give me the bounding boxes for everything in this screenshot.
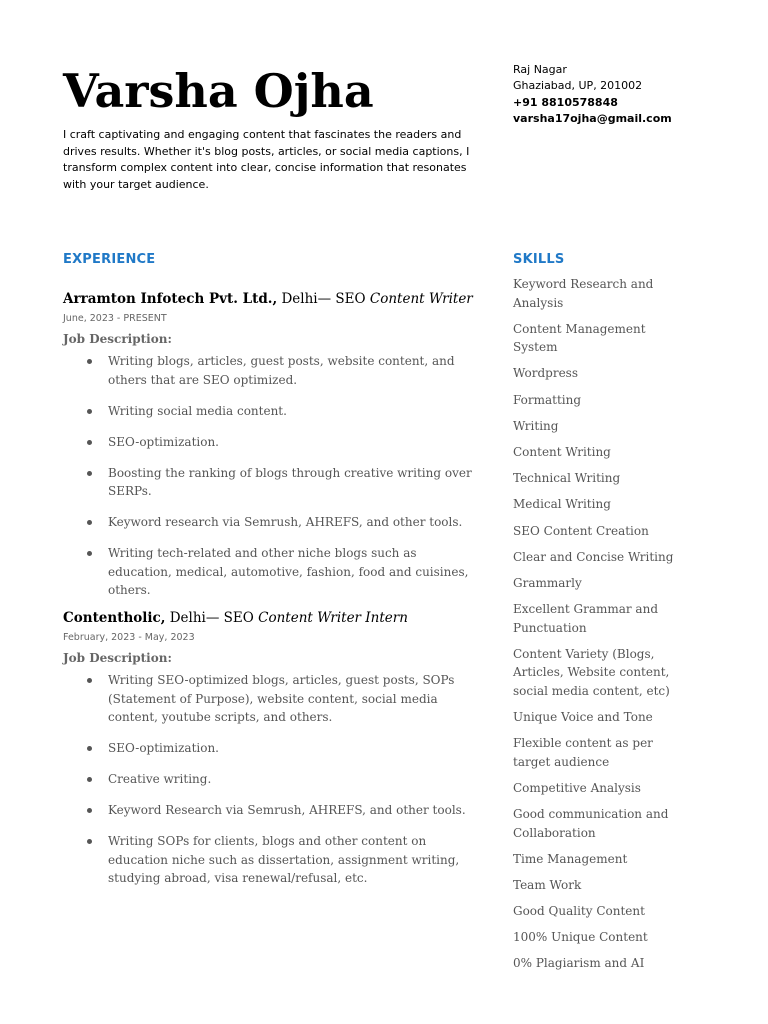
job-bullet: Writing social media content. — [63, 402, 478, 421]
skill-item: Excellent Grammar and Punctuation — [513, 602, 658, 635]
skill-item: 100% Unique Content — [513, 930, 648, 945]
job-role: Content Writer — [369, 291, 473, 307]
skill-item: Wordpress — [513, 366, 578, 381]
bullet-dot-icon — [87, 839, 92, 844]
job-title-line — [63, 289, 478, 309]
skill-item: Formatting — [513, 392, 582, 407]
job-bullet: Writing SEO-optimized blogs, articles, guest posts, SOPs (Statement of Purpose), website content, social media content, youtube scripts, and others. — [63, 671, 478, 727]
job-bullet: Writing tech-related and other niche blogs such as education, medical, automotive, fashion, food and cuisines, others. — [63, 544, 478, 600]
job-role: Content Writer Intern — [258, 610, 408, 626]
candidate-name: Varsha Ojha — [63, 64, 374, 118]
bullet-dot-icon — [87, 551, 92, 556]
skill-item: SEO Content Creation — [513, 523, 649, 538]
skill-item: Content Variety (Blogs, Articles, Website content, social media content, etc) — [513, 646, 670, 698]
job-bullet: Creative writing. — [63, 770, 478, 789]
job-entry — [63, 289, 478, 612]
skill-item: Medical Writing — [513, 497, 611, 512]
summary-text: I craft captivating and engaging content that fascinates the readers and drives results. Whether it's blog posts, articles, or social media captions, I transform complex content into clear, concise information that resonates with your target audience. — [63, 128, 470, 191]
bullet-dot-icon — [87, 440, 92, 445]
skill-item: Good Quality Content — [513, 904, 645, 919]
skill-item: Good communication and Collaboration — [513, 807, 669, 840]
email-address: varsha17ojha@gmail.com — [513, 112, 672, 126]
skill-item: Writing — [513, 418, 559, 433]
bullet-dot-icon — [87, 409, 92, 414]
phone-number: +91 8810578848 — [513, 95, 618, 109]
skills-list — [513, 275, 693, 981]
skill-item: Time Management — [513, 851, 628, 866]
job-bullet: Writing SOPs for clients, blogs and other content on education niche such as dissertation, assignment writing, studying abroad, visa renewal/refusal, etc. — [63, 832, 478, 888]
address-line-1: Raj Nagar — [513, 63, 567, 76]
skill-item: Unique Voice and Tone — [513, 709, 653, 724]
job-bullet: SEO-optimization. — [63, 739, 478, 758]
job-description-label: Job Description: — [63, 332, 172, 346]
bullet-dot-icon — [87, 777, 92, 782]
skill-item: Grammarly — [513, 575, 582, 590]
job-entry — [63, 608, 478, 900]
skill-item: Content Writing — [513, 444, 611, 459]
bullet-dot-icon — [87, 359, 92, 364]
job-bullet: Keyword Research via Semrush, AHREFS, and other tools. — [63, 801, 478, 820]
bullet-dot-icon — [87, 520, 92, 525]
job-dates: February, 2023 - May, 2023 — [63, 632, 195, 643]
job-title-line — [63, 608, 478, 628]
skill-item: Flexible content as per target audience — [513, 736, 653, 769]
bullet-dot-icon — [87, 746, 92, 751]
job-location: Delhi— SEO — [165, 610, 259, 626]
job-description-label: Job Description: — [63, 651, 172, 665]
company-name: Contentholic, — [63, 610, 166, 626]
company-name: Arramton Infotech Pvt. Ltd., — [63, 291, 278, 307]
skill-item: Keyword Research and Analysis — [513, 277, 654, 310]
address-line-2: Ghaziabad, UP, 201002 — [513, 79, 643, 93]
skill-item: Team Work — [513, 877, 582, 892]
bullet-dot-icon — [87, 808, 92, 813]
job-location: Delhi— SEO — [277, 291, 370, 307]
skill-item: 0% Plagiarism and AI — [513, 956, 645, 971]
job-bullet-list — [63, 671, 478, 888]
skill-item: Technical Writing — [513, 471, 621, 486]
job-bullet-list — [63, 352, 478, 600]
job-dates: June, 2023 - PRESENT — [63, 313, 167, 324]
skill-item: Clear and Concise Writing — [513, 549, 674, 564]
experience-heading: EXPERIENCE — [63, 252, 156, 267]
job-bullet: SEO-optimization. — [63, 433, 478, 452]
skill-item: Content Management System — [513, 321, 646, 355]
job-bullet: Writing blogs, articles, guest posts, website content, and others that are SEO optimized. — [63, 352, 478, 389]
job-bullet: Boosting the ranking of blogs through creative writing over SERPs. — [63, 464, 478, 501]
job-bullet: Keyword research via Semrush, AHREFS, and other tools. — [63, 513, 478, 532]
contact-block — [513, 62, 698, 128]
skill-item: Competitive Analysis — [513, 780, 641, 795]
bullet-dot-icon — [87, 471, 92, 476]
bullet-dot-icon — [87, 678, 92, 683]
skills-heading: SKILLS — [513, 252, 565, 267]
header-block — [63, 60, 478, 193]
